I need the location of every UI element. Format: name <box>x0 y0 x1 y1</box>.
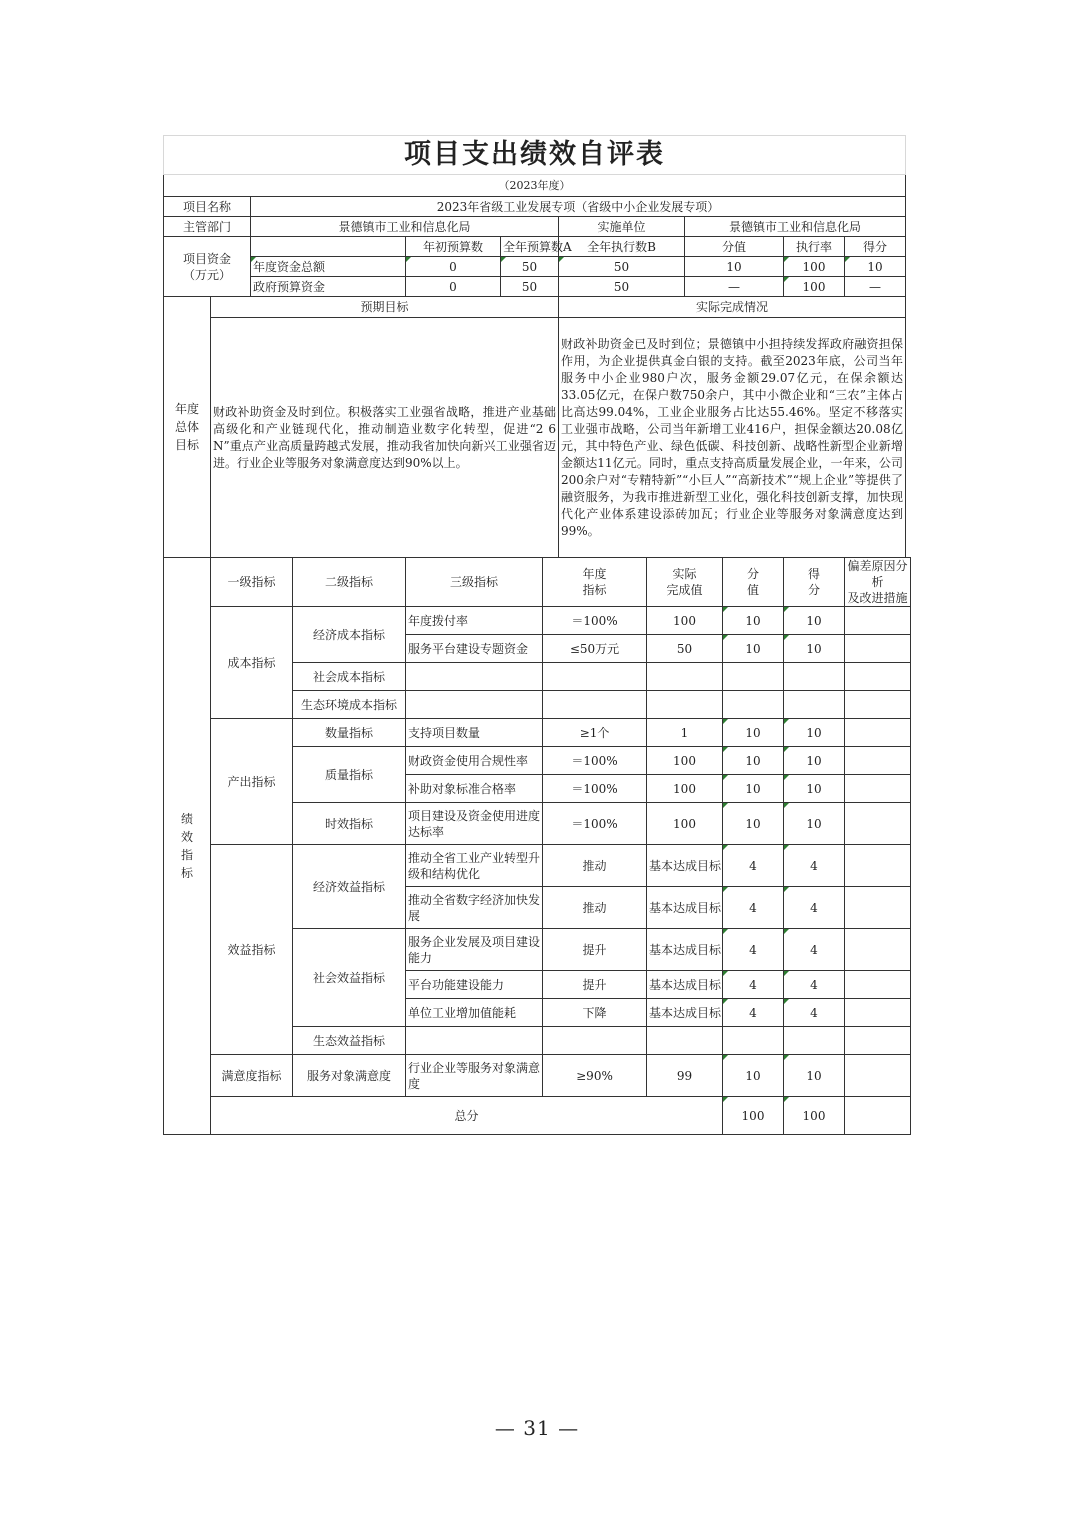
indicator-weight: 4 <box>723 929 784 971</box>
indicator-name: 单位工业增加值能耗 <box>406 999 543 1027</box>
indicator-score: 10 <box>784 747 845 775</box>
sub-eco-benefit: 生态效益指标 <box>293 1027 406 1055</box>
group-cost: 成本指标 <box>211 607 293 719</box>
indicator-name: 项目建设及资金使用进度达标率 <box>406 803 543 845</box>
header-weight: 分 值 <box>723 558 784 607</box>
indicator-target: ＝100% <box>543 747 647 775</box>
funds-score-value: — <box>685 277 784 297</box>
header-actual: 实际 完成值 <box>647 558 723 607</box>
sub-quality: 质量指标 <box>293 747 406 803</box>
funds-header-score-value: 分值 <box>685 237 784 257</box>
indicator-weight: 10 <box>723 719 784 747</box>
indicator-actual: 100 <box>647 775 723 803</box>
total-weight: 100 <box>723 1097 784 1135</box>
indicator-score: 10 <box>784 1055 845 1097</box>
indicator-weight: 10 <box>723 775 784 803</box>
indicator-analysis <box>845 719 911 747</box>
indicator-actual: 99 <box>647 1055 723 1097</box>
group-benefit: 效益指标 <box>211 845 293 1055</box>
header-level1: 一级指标 <box>211 558 293 607</box>
annual-goal-label: 年度 总体 目标 <box>164 297 211 558</box>
actual-completion-text: 财政补助资金已及时到位；景德镇中小担持续发挥政府融资担保作用，为企业提供真金白银的支持。截至2023年底，公司当年服务中小企业980户次，服务金额29.07亿元，在保余额达33.05亿元，在保户数750余户，其中小微企业和“三农”主体占比高达99.04%，工业企业服务占比达55.46%。坚定不移落实工业强市战略，公司当年新增工业416户，担保金额达20.08亿元，其中特色产业、绿色低碳、科技创新、战略性新型企业新增金额达11亿元。同时，重点支持高质量发展企业，一年来，公司200余户对“专精特新”“小巨人”“高新技术”“规上企业”等提供了融资服务，为我市推进新型工业化，强化科技创新支撑，加快现代化产业体系建设添砖加瓦；行业企业等服务对象满意度达到99%。 <box>559 318 906 558</box>
page-number: — 31 — <box>494 1416 580 1440</box>
evaluation-table <box>163 135 911 1135</box>
funds-header-budget-a: 全年预算数A <box>501 237 559 257</box>
sub-economic-cost: 经济成本指标 <box>293 607 406 663</box>
indicator-score: 10 <box>784 607 845 635</box>
indicator-weight: 4 <box>723 887 784 929</box>
indicator-score: 4 <box>784 845 845 887</box>
sub-economic-benefit: 经济效益指标 <box>293 845 406 929</box>
funds-row-name: 政府预算资金 <box>251 277 406 297</box>
indicator-target: ＝100% <box>543 607 647 635</box>
header-analysis: 偏差原因分析 及改进措施 <box>845 558 911 607</box>
funds-header-rate: 执行率 <box>784 237 845 257</box>
funds-budget-a: 50 <box>501 257 559 277</box>
sub-timeliness: 时效指标 <box>293 803 406 845</box>
funds-exec-b: 50 <box>559 257 685 277</box>
indicator-target: ＝100% <box>543 775 647 803</box>
indicator-actual: 基本达成目标 <box>647 999 723 1027</box>
funds-header-exec-b: 全年执行数B <box>559 237 685 257</box>
indicator-analysis <box>845 775 911 803</box>
total-analysis <box>845 1097 911 1135</box>
indicator-score: 10 <box>784 635 845 663</box>
sub-social-benefit: 社会效益指标 <box>293 929 406 1027</box>
indicator-target: 提升 <box>543 971 647 999</box>
indicator-name: 平台功能建设能力 <box>406 971 543 999</box>
indicator-score: 10 <box>784 775 845 803</box>
indicator-weight: 4 <box>723 999 784 1027</box>
indicator-target: 推动 <box>543 845 647 887</box>
indicator-name: 支持项目数量 <box>406 719 543 747</box>
indicator-actual: 基本达成目标 <box>647 887 723 929</box>
report-year: （2023年度） <box>164 175 906 197</box>
group-output: 产出指标 <box>211 719 293 845</box>
indicator-score: 4 <box>784 971 845 999</box>
header-level3: 三级指标 <box>406 558 543 607</box>
indicator-name: 推动全省数字经济加快发展 <box>406 887 543 929</box>
department: 景德镇市工业和信息化局 <box>251 217 559 237</box>
expected-goal-header: 预期目标 <box>211 297 559 318</box>
sub-social-cost: 社会成本指标 <box>293 663 406 691</box>
indicator-analysis <box>845 999 911 1027</box>
indicator-actual: 100 <box>647 803 723 845</box>
indicator-name: 财政资金使用合规性率 <box>406 747 543 775</box>
implementing-unit: 景德镇市工业和信息化局 <box>685 217 906 237</box>
funds-score: — <box>845 277 906 297</box>
funds-row-name: 年度资金总额 <box>251 257 406 277</box>
indicator-actual: 100 <box>647 607 723 635</box>
indicator-actual: 1 <box>647 719 723 747</box>
indicator-target: 提升 <box>543 929 647 971</box>
sub-quantity: 数量指标 <box>293 719 406 747</box>
group-satisfaction: 满意度指标 <box>211 1055 293 1097</box>
indicator-analysis <box>845 887 911 929</box>
funds-score: 10 <box>845 257 906 277</box>
indicator-name: 年度拨付率 <box>406 607 543 635</box>
funds-initial: 0 <box>406 257 501 277</box>
department-label: 主管部门 <box>164 217 251 237</box>
page-title: 项目支出绩效自评表 <box>164 136 906 175</box>
total-label: 总分 <box>211 1097 723 1135</box>
indicator-actual: 50 <box>647 635 723 663</box>
indicator-name: 推动全省工业产业转型升级和结构优化 <box>406 845 543 887</box>
indicator-weight: 10 <box>723 607 784 635</box>
indicator-analysis <box>845 803 911 845</box>
indicator-target: ≥1个 <box>543 719 647 747</box>
indicator-score: 10 <box>784 719 845 747</box>
indicator-score: 4 <box>784 929 845 971</box>
header-level2: 二级指标 <box>293 558 406 607</box>
funds-score-value: 10 <box>685 257 784 277</box>
indicator-analysis <box>845 845 911 887</box>
indicator-analysis <box>845 747 911 775</box>
indicator-score: 4 <box>784 887 845 929</box>
indicator-actual: 100 <box>647 747 723 775</box>
sub-service-satisfaction: 服务对象满意度 <box>293 1055 406 1097</box>
indicator-score: 4 <box>784 999 845 1027</box>
actual-completion-header: 实际完成情况 <box>559 297 906 318</box>
project-funds-label: 项目资金 （万元） <box>164 237 251 297</box>
indicator-weight: 10 <box>723 635 784 663</box>
indicator-target: 下降 <box>543 999 647 1027</box>
indicator-actual: 基本达成目标 <box>647 845 723 887</box>
indicator-target: ≥90% <box>543 1055 647 1097</box>
indicator-analysis <box>845 929 911 971</box>
project-name: 2023年省级工业发展专项（省级中小企业发展专项） <box>251 197 906 217</box>
indicator-target: ＝100% <box>543 803 647 845</box>
indicator-weight: 10 <box>723 1055 784 1097</box>
funds-rate: 100 <box>784 277 845 297</box>
header-score: 得 分 <box>784 558 845 607</box>
indicator-analysis <box>845 607 911 635</box>
indicator-target: 推动 <box>543 887 647 929</box>
indicator-score: 10 <box>784 803 845 845</box>
funds-header-score: 得分 <box>845 237 906 257</box>
indicator-name: 行业企业等服务对象满意度 <box>406 1055 543 1097</box>
expected-goal-text: 财政补助资金及时到位。积极落实工业强省战略，推进产业基础高级化和产业链现代化，推动制造业数字化转型，促进“2 6 N”重点产业高质量跨越式发展，推动我省加快向新兴工业强省迈进。行业企业等服务对象满意度达到90%以上。 <box>211 318 559 558</box>
indicator-name: 服务企业发展及项目建设能力 <box>406 929 543 971</box>
performance-self-evaluation-sheet <box>163 135 911 1135</box>
performance-indicator-label: 绩 效 指 标 <box>164 558 211 1135</box>
funds-exec-b: 50 <box>559 277 685 297</box>
indicator-analysis <box>845 635 911 663</box>
indicator-name: 服务平台建设专题资金 <box>406 635 543 663</box>
header-target: 年度 指标 <box>543 558 647 607</box>
indicator-weight: 4 <box>723 845 784 887</box>
indicator-weight: 10 <box>723 747 784 775</box>
funds-initial: 0 <box>406 277 501 297</box>
total-score: 100 <box>784 1097 845 1135</box>
indicator-actual: 基本达成目标 <box>647 971 723 999</box>
indicator-analysis <box>845 1055 911 1097</box>
project-name-label: 项目名称 <box>164 197 251 217</box>
funds-budget-a: 50 <box>501 277 559 297</box>
indicator-weight: 10 <box>723 803 784 845</box>
implementing-unit-label: 实施单位 <box>559 217 685 237</box>
sub-eco-cost: 生态环境成本指标 <box>293 691 406 719</box>
funds-header-initial: 年初预算数 <box>406 237 501 257</box>
funds-rate: 100 <box>784 257 845 277</box>
indicator-name: 补助对象标准合格率 <box>406 775 543 803</box>
indicator-actual: 基本达成目标 <box>647 929 723 971</box>
indicator-analysis <box>845 971 911 999</box>
indicator-weight: 4 <box>723 971 784 999</box>
indicator-target: ≤50万元 <box>543 635 647 663</box>
